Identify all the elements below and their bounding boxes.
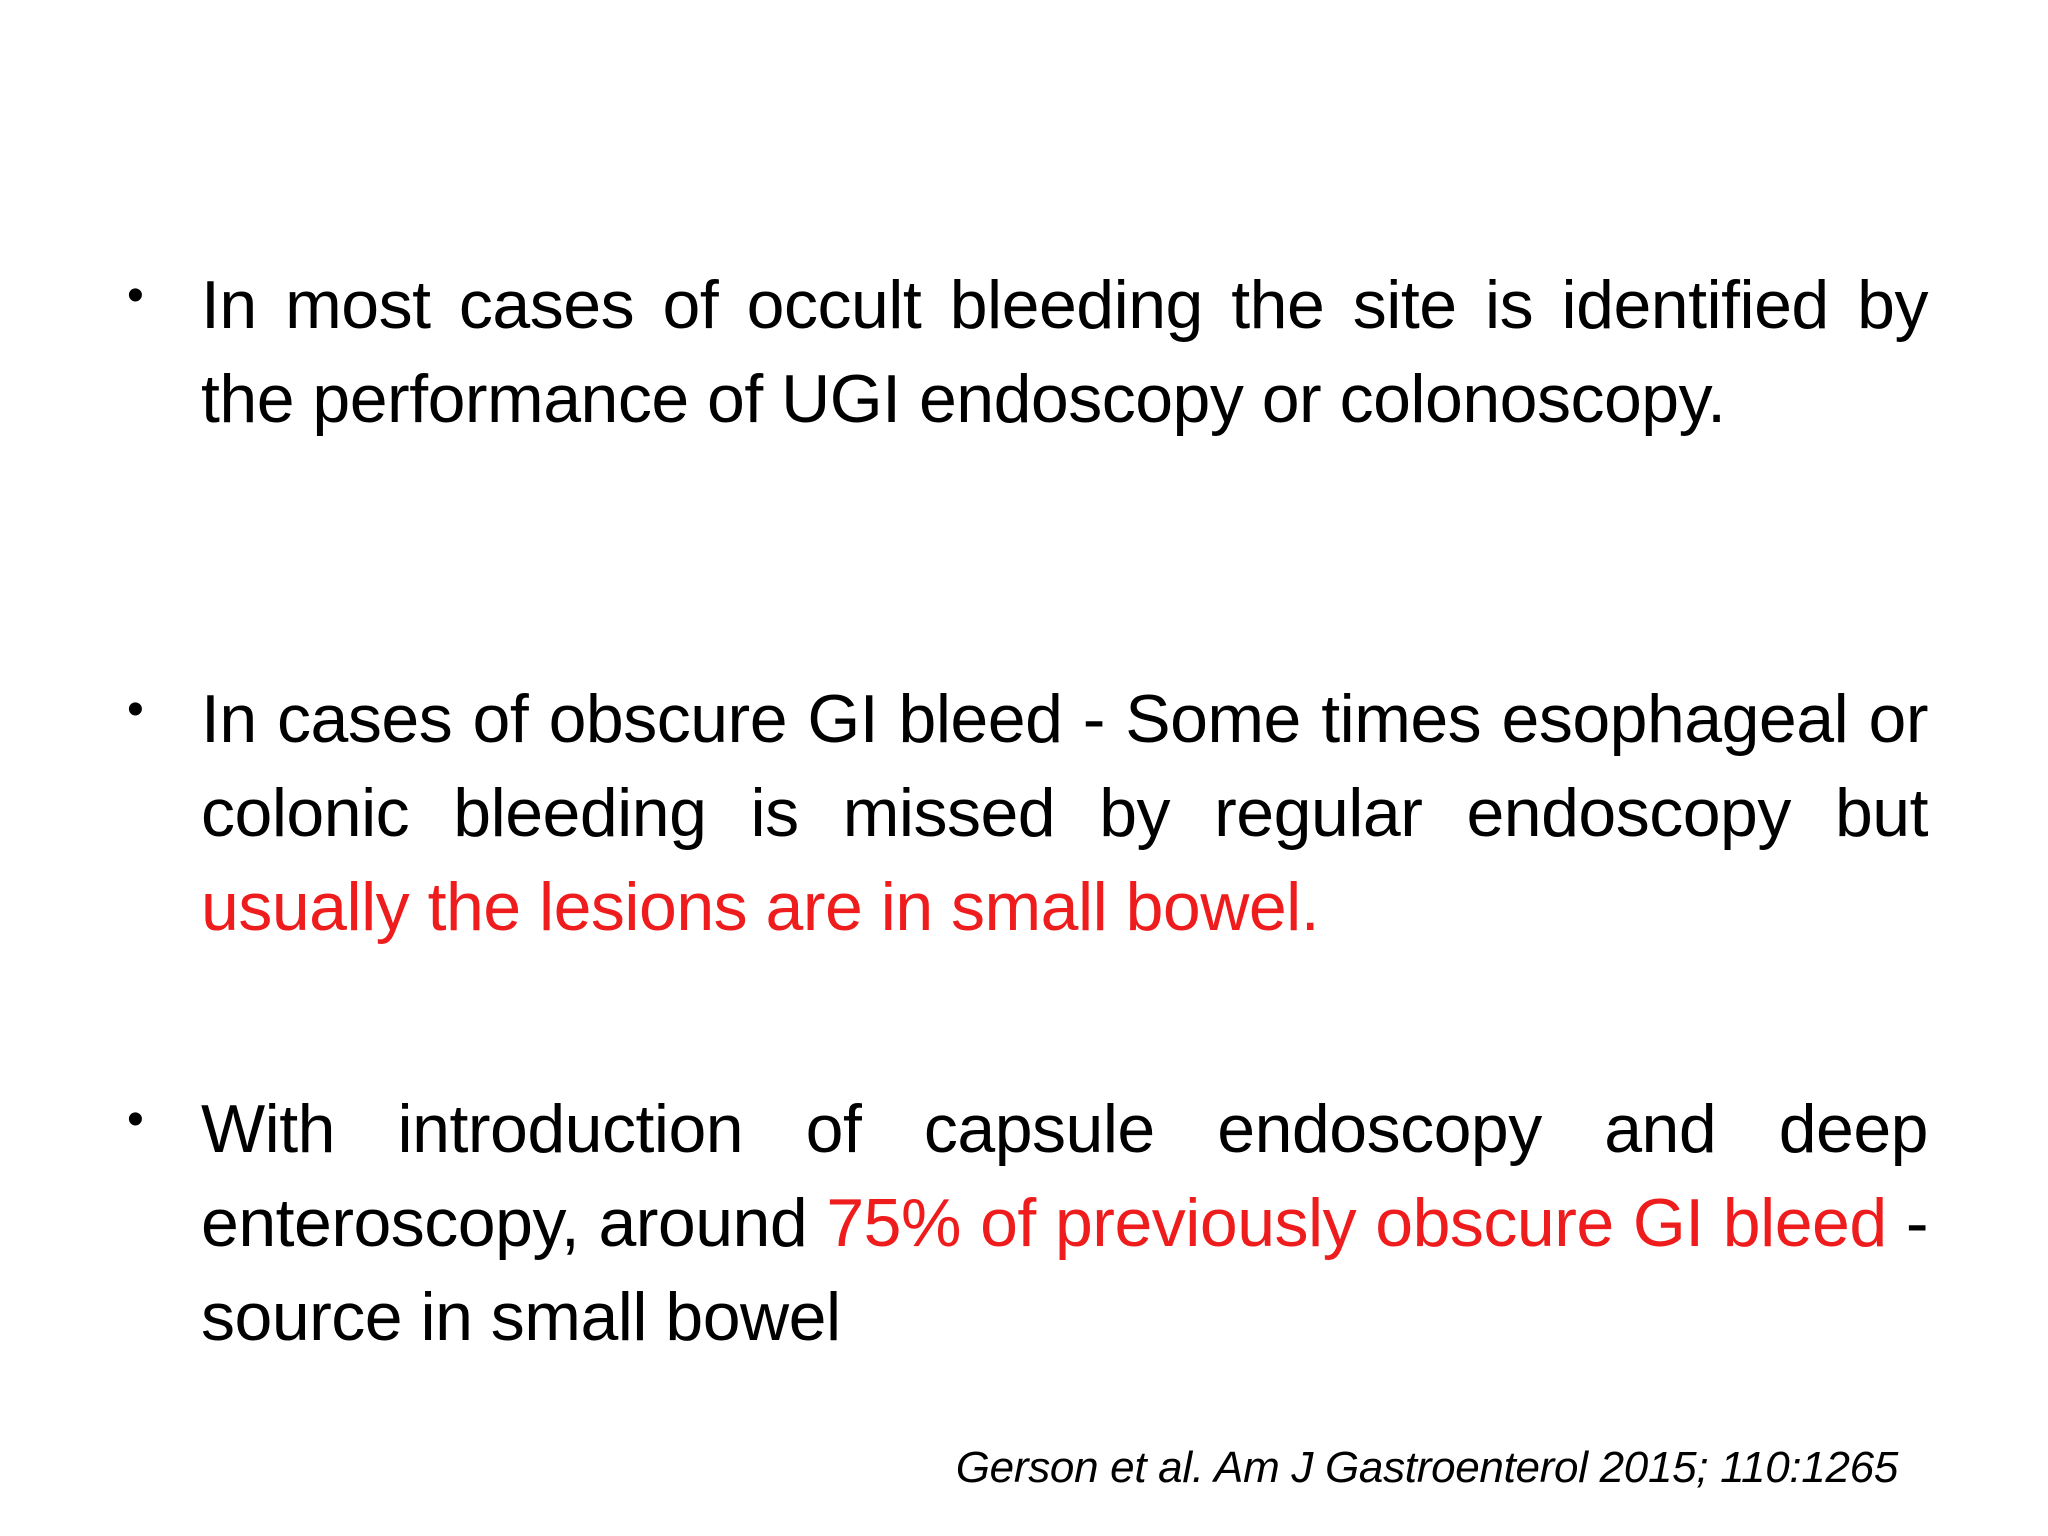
bullet-text [201, 258, 1928, 446]
bullet-marker: • [127, 1093, 144, 1146]
bullet-text-part: - source in small bowel [201, 1185, 1928, 1355]
bullet-text-highlight: usually the lesions are in small bowel. [201, 869, 1320, 945]
bullet-text-highlight: 75% of previously obscure GI bleed [826, 1185, 1887, 1261]
bullet-text [201, 1082, 1928, 1364]
bullet-text-part: In cases of obscure GI bleed - Some times esophageal or colonic bleeding is missed by regular endoscopy but [201, 681, 1928, 851]
citation: Gerson et al. Am J Gastroenterol 2015; 110:1265 [955, 1443, 1898, 1492]
bullet-marker: • [127, 269, 144, 322]
bullet-text [201, 672, 1928, 954]
bullet-text-part: In most cases of occult bleeding the site is identified by the performance of UGI endoscopy or colonoscopy. [201, 267, 1928, 437]
bullet-text-part: With introduction of capsule endoscopy and deep enteroscopy, around [201, 1091, 1928, 1261]
bullet-marker: • [127, 683, 144, 736]
